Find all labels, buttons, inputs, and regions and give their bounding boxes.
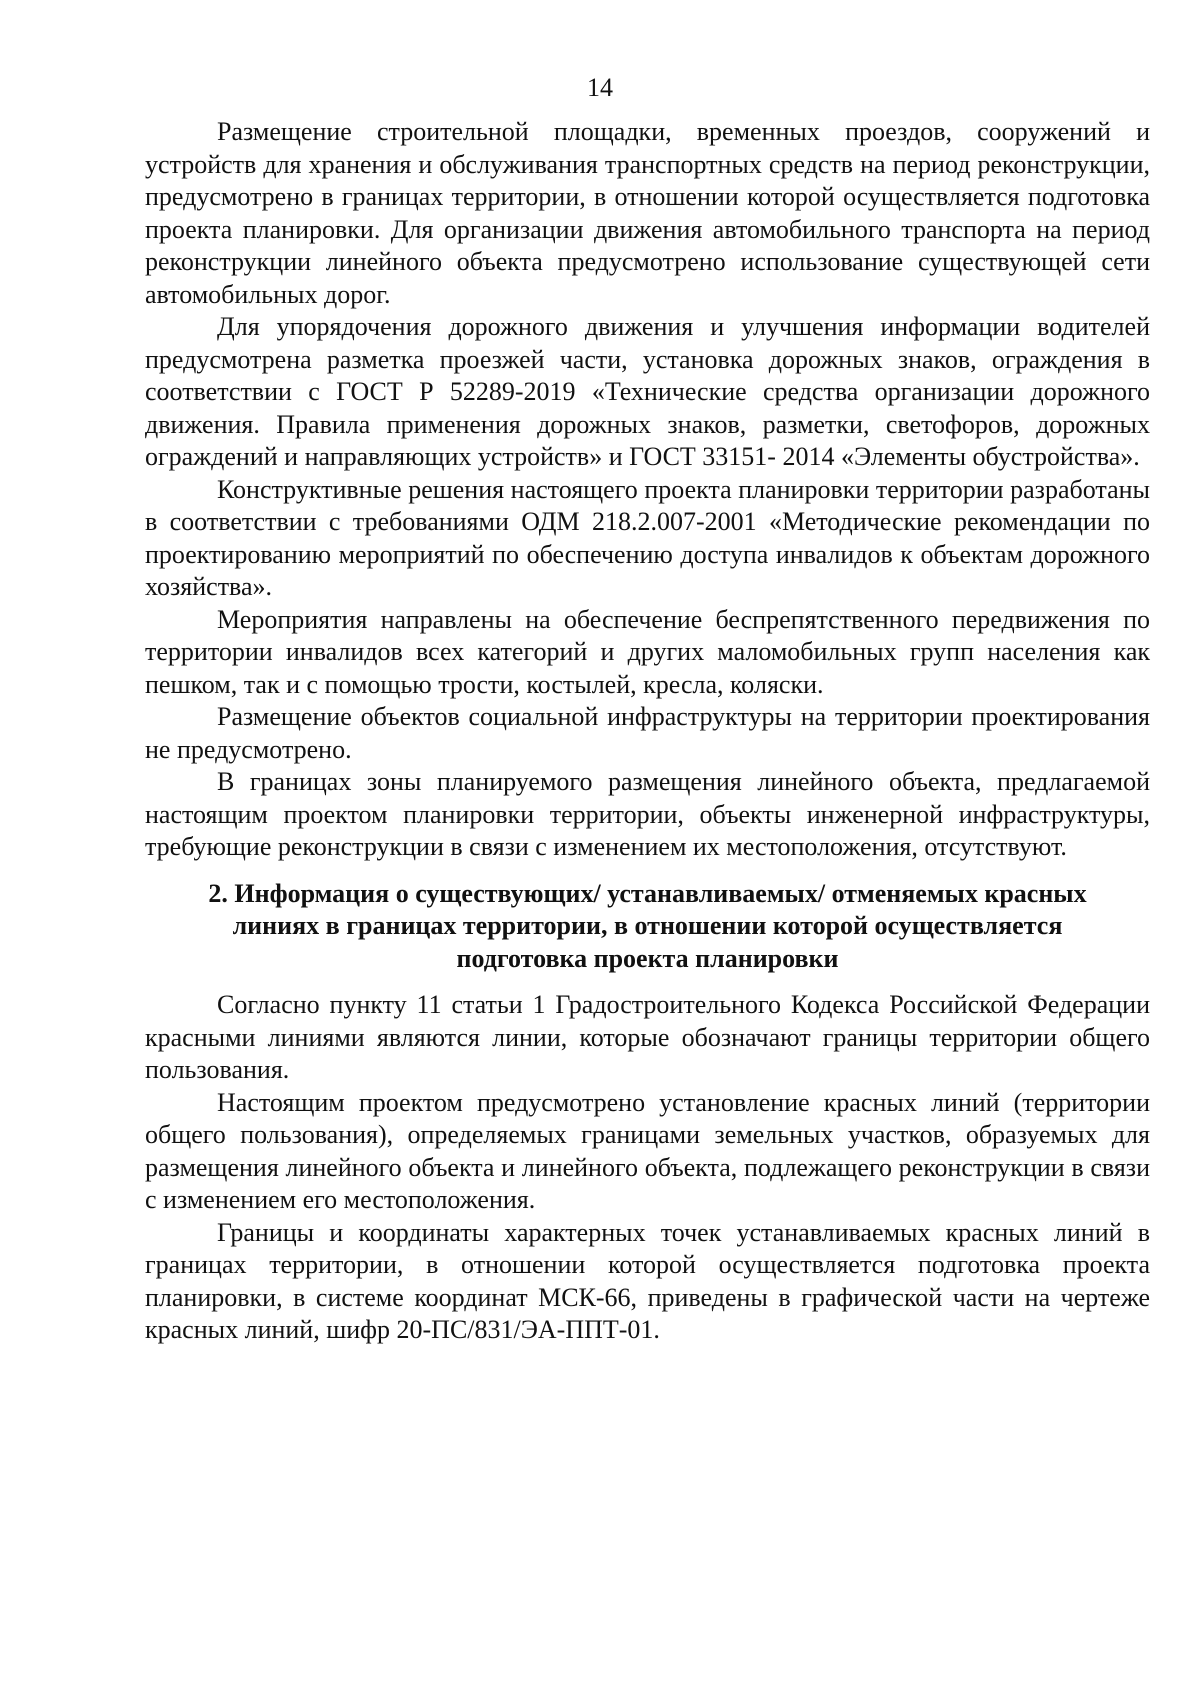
paragraph-red-lines-establishment: Настоящим проектом предусмотрено установление красных линий (территории общего пользования), определяемых границами земельных участков, образуемых для размещения линейного объекта и линейного объекта, подлежащего реконструкции в связи с изменением его местоположения. [145, 1087, 1150, 1214]
document-body [145, 116, 1150, 1347]
paragraph-social-infrastructure: Размещение объектов социальной инфраструктуры на территории проектирования не предусмотрено. [145, 702, 1150, 764]
section-heading-red-lines: 2. Информация о существующих/ устанавливаемых/ отменяемых красных линиях в границах территории, в отношении которой осуществляется подготовка проекта планировки [208, 878, 1087, 973]
paragraph-traffic-organization: Для упорядочения дорожного движения и улучшения информации водителей предусмотрена разметка проезжей части, установка дорожных знаков, ограждения в соответствии с ГОСТ Р 52289-2019 «Технические средства организации дорожного движения. Правила применения дорожных знаков, разметки, светофоров, дорожных ограждений и направляющих устройств» и ГОСТ 33151- 2014 «Элементы обустройства». [145, 312, 1150, 471]
paragraph-construction-site: Размещение строительной площадки, временных проездов, сооружений и устройств для хранения и обслуживания транспортных средств на период реконструкции, предусмотрено в границах территории, в отношении которой осуществляется подготовка проекта планировки. Для организации движения автомобильного транспорта на период реконструкции линейного объекта предусмотрено использование существующей сети автомобильных дорог. [145, 117, 1150, 309]
paragraph-accessibility-measures: Мероприятия направлены на обеспечение беспрепятственного передвижения по территории инвалидов всех категорий и других маломобильных групп населения как пешком, так и с помощью трости, костылей, кресла, коляски. [145, 604, 1150, 699]
paragraph-red-lines-coordinates: Границы и координаты характерных точек устанавливаемых красных линий в границах территории, в отношении которой осуществляется подготовка проекта планировки, в системе координат МСК-66, приведены в графической части на чертеже красных линий, шифр 20-ПС/831/ЭА-ППТ-01. [145, 1217, 1150, 1344]
paragraph-red-lines-definition: Согласно пункту 11 статьи 1 Градостроительного Кодекса Российской Федерации красными линиями являются линии, которые обозначают границы территории общего пользования. [145, 990, 1150, 1084]
paragraph-design-solutions: Конструктивные решения настоящего проекта планировки территории разработаны в соответствии с требованиями ОДМ 218.2.007-2001 «Методические рекомендации по проектированию мероприятий по обеспечению доступа инвалидов к объектам дорожного хозяйства». [145, 474, 1150, 601]
paragraph-engineering-infrastructure: В границах зоны планируемого размещения линейного объекта, предлагаемой настоящим проектом планировки территории, объекты инженерной инфраструктуры, требующие реконструкции в связи с изменением их местоположения, отсутствуют. [145, 767, 1150, 861]
page-number: 14 [587, 73, 613, 102]
